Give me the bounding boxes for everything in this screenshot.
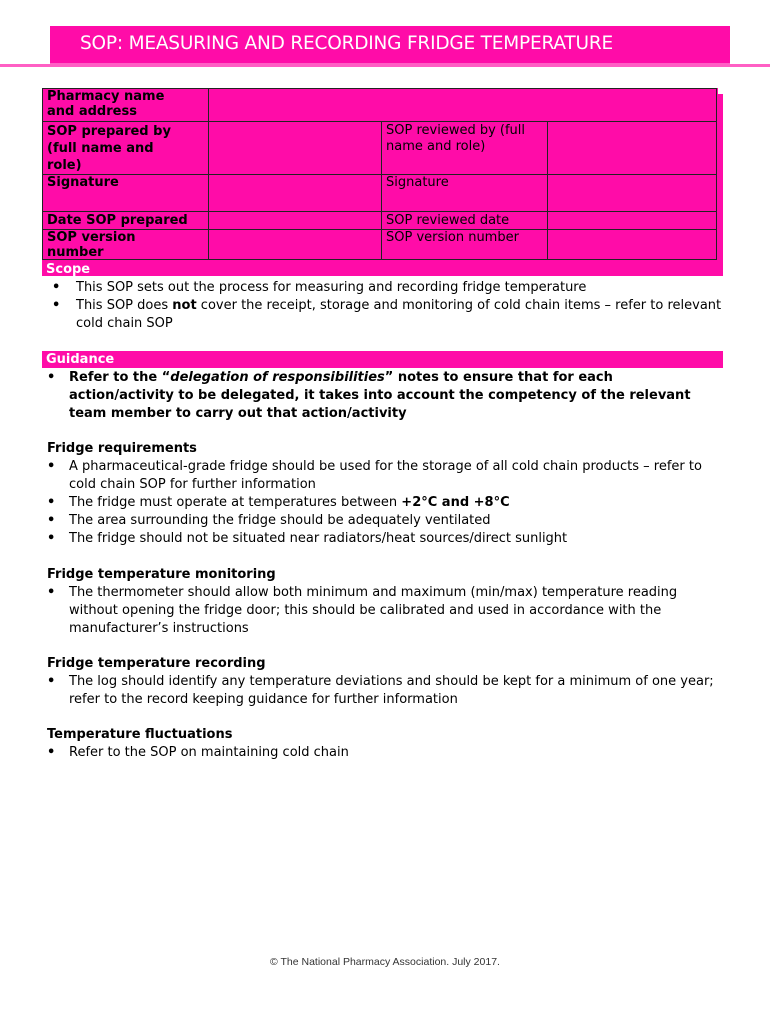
guidance-heading: Guidance — [46, 352, 115, 367]
title-bar — [50, 26, 730, 66]
footer-copyright: © The National Pharmacy Association. July 2017. — [270, 956, 500, 968]
version-right-value-cell[interactable] — [547, 229, 717, 260]
list-item — [47, 584, 719, 638]
pharmacy-label: Pharmacy name and address — [47, 89, 165, 119]
bullet-icon: • — [47, 495, 56, 510]
signature-right-label-cell — [381, 174, 548, 212]
title-rule — [0, 64, 770, 67]
page-title: SOP: MEASURING AND RECORDING FRIDGE TEMPERATURE — [80, 33, 613, 54]
signature-left-label-cell — [42, 174, 209, 212]
guidance-post: ” notes to ensure that for each action/activity to be delegated, it takes into account the competency of the relevant team member to carry out that action/activity — [69, 370, 691, 421]
bullet-icon: • — [52, 298, 61, 313]
prepared-by-value-cell[interactable] — [208, 121, 382, 175]
version-left-label: SOP version number — [47, 230, 136, 260]
bullet-icon: • — [47, 459, 56, 474]
recording-heading: Fridge temperature recording — [47, 656, 266, 671]
monitoring-list — [47, 584, 719, 638]
pharmacy-label-cell — [42, 88, 209, 122]
scope-item-2-bold: not — [172, 298, 197, 313]
version-left-label-cell — [42, 229, 209, 260]
fluctuations-list — [47, 744, 719, 762]
guidance-heading-bar — [42, 351, 723, 368]
signature-left-label: Signature — [47, 175, 119, 190]
scope-list — [47, 279, 737, 333]
bullet-icon: • — [52, 280, 61, 295]
recording-item-1: The log should identify any temperature deviations and should be kept for a minimum of one year; refer to the record keeping guidance for further information — [69, 674, 714, 707]
guidance-italic: delegation of responsibilities — [170, 370, 385, 385]
list-item — [47, 512, 722, 530]
reviewed-by-value-cell[interactable] — [547, 121, 717, 175]
list-item — [47, 673, 719, 709]
list-item — [47, 530, 722, 548]
reviewed-by-label-cell — [381, 121, 548, 175]
date-prepared-label: Date SOP prepared — [47, 213, 188, 228]
scope-heading-bar — [42, 262, 723, 276]
list-item — [47, 369, 697, 423]
fridge-req-item-4: The fridge should not be situated near radiators/heat sources/direct sunlight — [69, 531, 568, 546]
guidance-list — [47, 369, 697, 423]
version-left-value-cell[interactable] — [208, 229, 382, 260]
guidance-pre: Refer to the “ — [69, 370, 171, 385]
fridge-req-item-1: A pharmaceutical-grade fridge should be used for the storage of all cold chain products – refer to cold chain SOP for further information — [69, 459, 702, 492]
fridge-req-item-2-pre: The fridge must operate at temperatures between — [69, 495, 402, 510]
bullet-icon: • — [47, 585, 56, 600]
monitoring-item-1: The thermometer should allow both minimum and maximum (min/max) temperature reading without opening the fridge door; this should be calibrated and used in accordance with the manufacturer’s instructions — [69, 585, 678, 636]
date-prepared-label-cell — [42, 211, 209, 230]
reviewed-date-label-cell — [381, 211, 548, 230]
list-item — [47, 297, 737, 333]
reviewed-date-label: SOP reviewed date — [386, 213, 510, 228]
scope-item-2-pre: This SOP does — [76, 298, 173, 313]
fridge-req-item-2-bold: +2°C and +8°C — [401, 495, 510, 510]
fridge-requirements-heading: Fridge requirements — [47, 441, 197, 456]
scope-heading: Scope — [46, 262, 91, 277]
fluctuations-item-1: Refer to the SOP on maintaining cold chain — [69, 745, 349, 760]
bullet-icon: • — [47, 531, 56, 546]
recording-list — [47, 673, 719, 709]
version-right-label-cell — [381, 229, 548, 260]
fridge-req-item-3: The area surrounding the fridge should be adequately ventilated — [69, 513, 491, 528]
list-item — [47, 279, 737, 297]
bullet-icon: • — [47, 745, 56, 760]
list-item — [47, 494, 722, 512]
prepared-by-label-cell — [42, 121, 209, 175]
scope-item-2-post: cover the receipt, storage and monitoring of cold chain items – refer to relevant cold chain SOP — [76, 298, 722, 331]
list-item — [47, 744, 719, 762]
date-prepared-value-cell[interactable] — [208, 211, 382, 230]
fluctuations-heading: Temperature fluctuations — [47, 727, 233, 742]
signature-left-value-cell[interactable] — [208, 174, 382, 212]
monitoring-heading: Fridge temperature monitoring — [47, 567, 276, 582]
bullet-icon: • — [47, 370, 56, 385]
list-item — [47, 458, 722, 494]
pharmacy-value-cell[interactable] — [208, 88, 717, 122]
reviewed-date-value-cell[interactable] — [547, 211, 717, 230]
bullet-icon: • — [47, 674, 56, 689]
bullet-icon: • — [47, 513, 56, 528]
prepared-by-label: SOP prepared by (full name and role) — [47, 124, 171, 173]
version-right-label: SOP version number — [386, 230, 519, 245]
signature-right-label: Signature — [386, 175, 449, 190]
fridge-requirements-list — [47, 458, 722, 548]
reviewed-by-label: SOP reviewed by (full name and role) — [386, 123, 526, 154]
signature-right-value-cell[interactable] — [547, 174, 717, 212]
scope-item-1: This SOP sets out the process for measuring and recording fridge temperature — [76, 280, 587, 295]
